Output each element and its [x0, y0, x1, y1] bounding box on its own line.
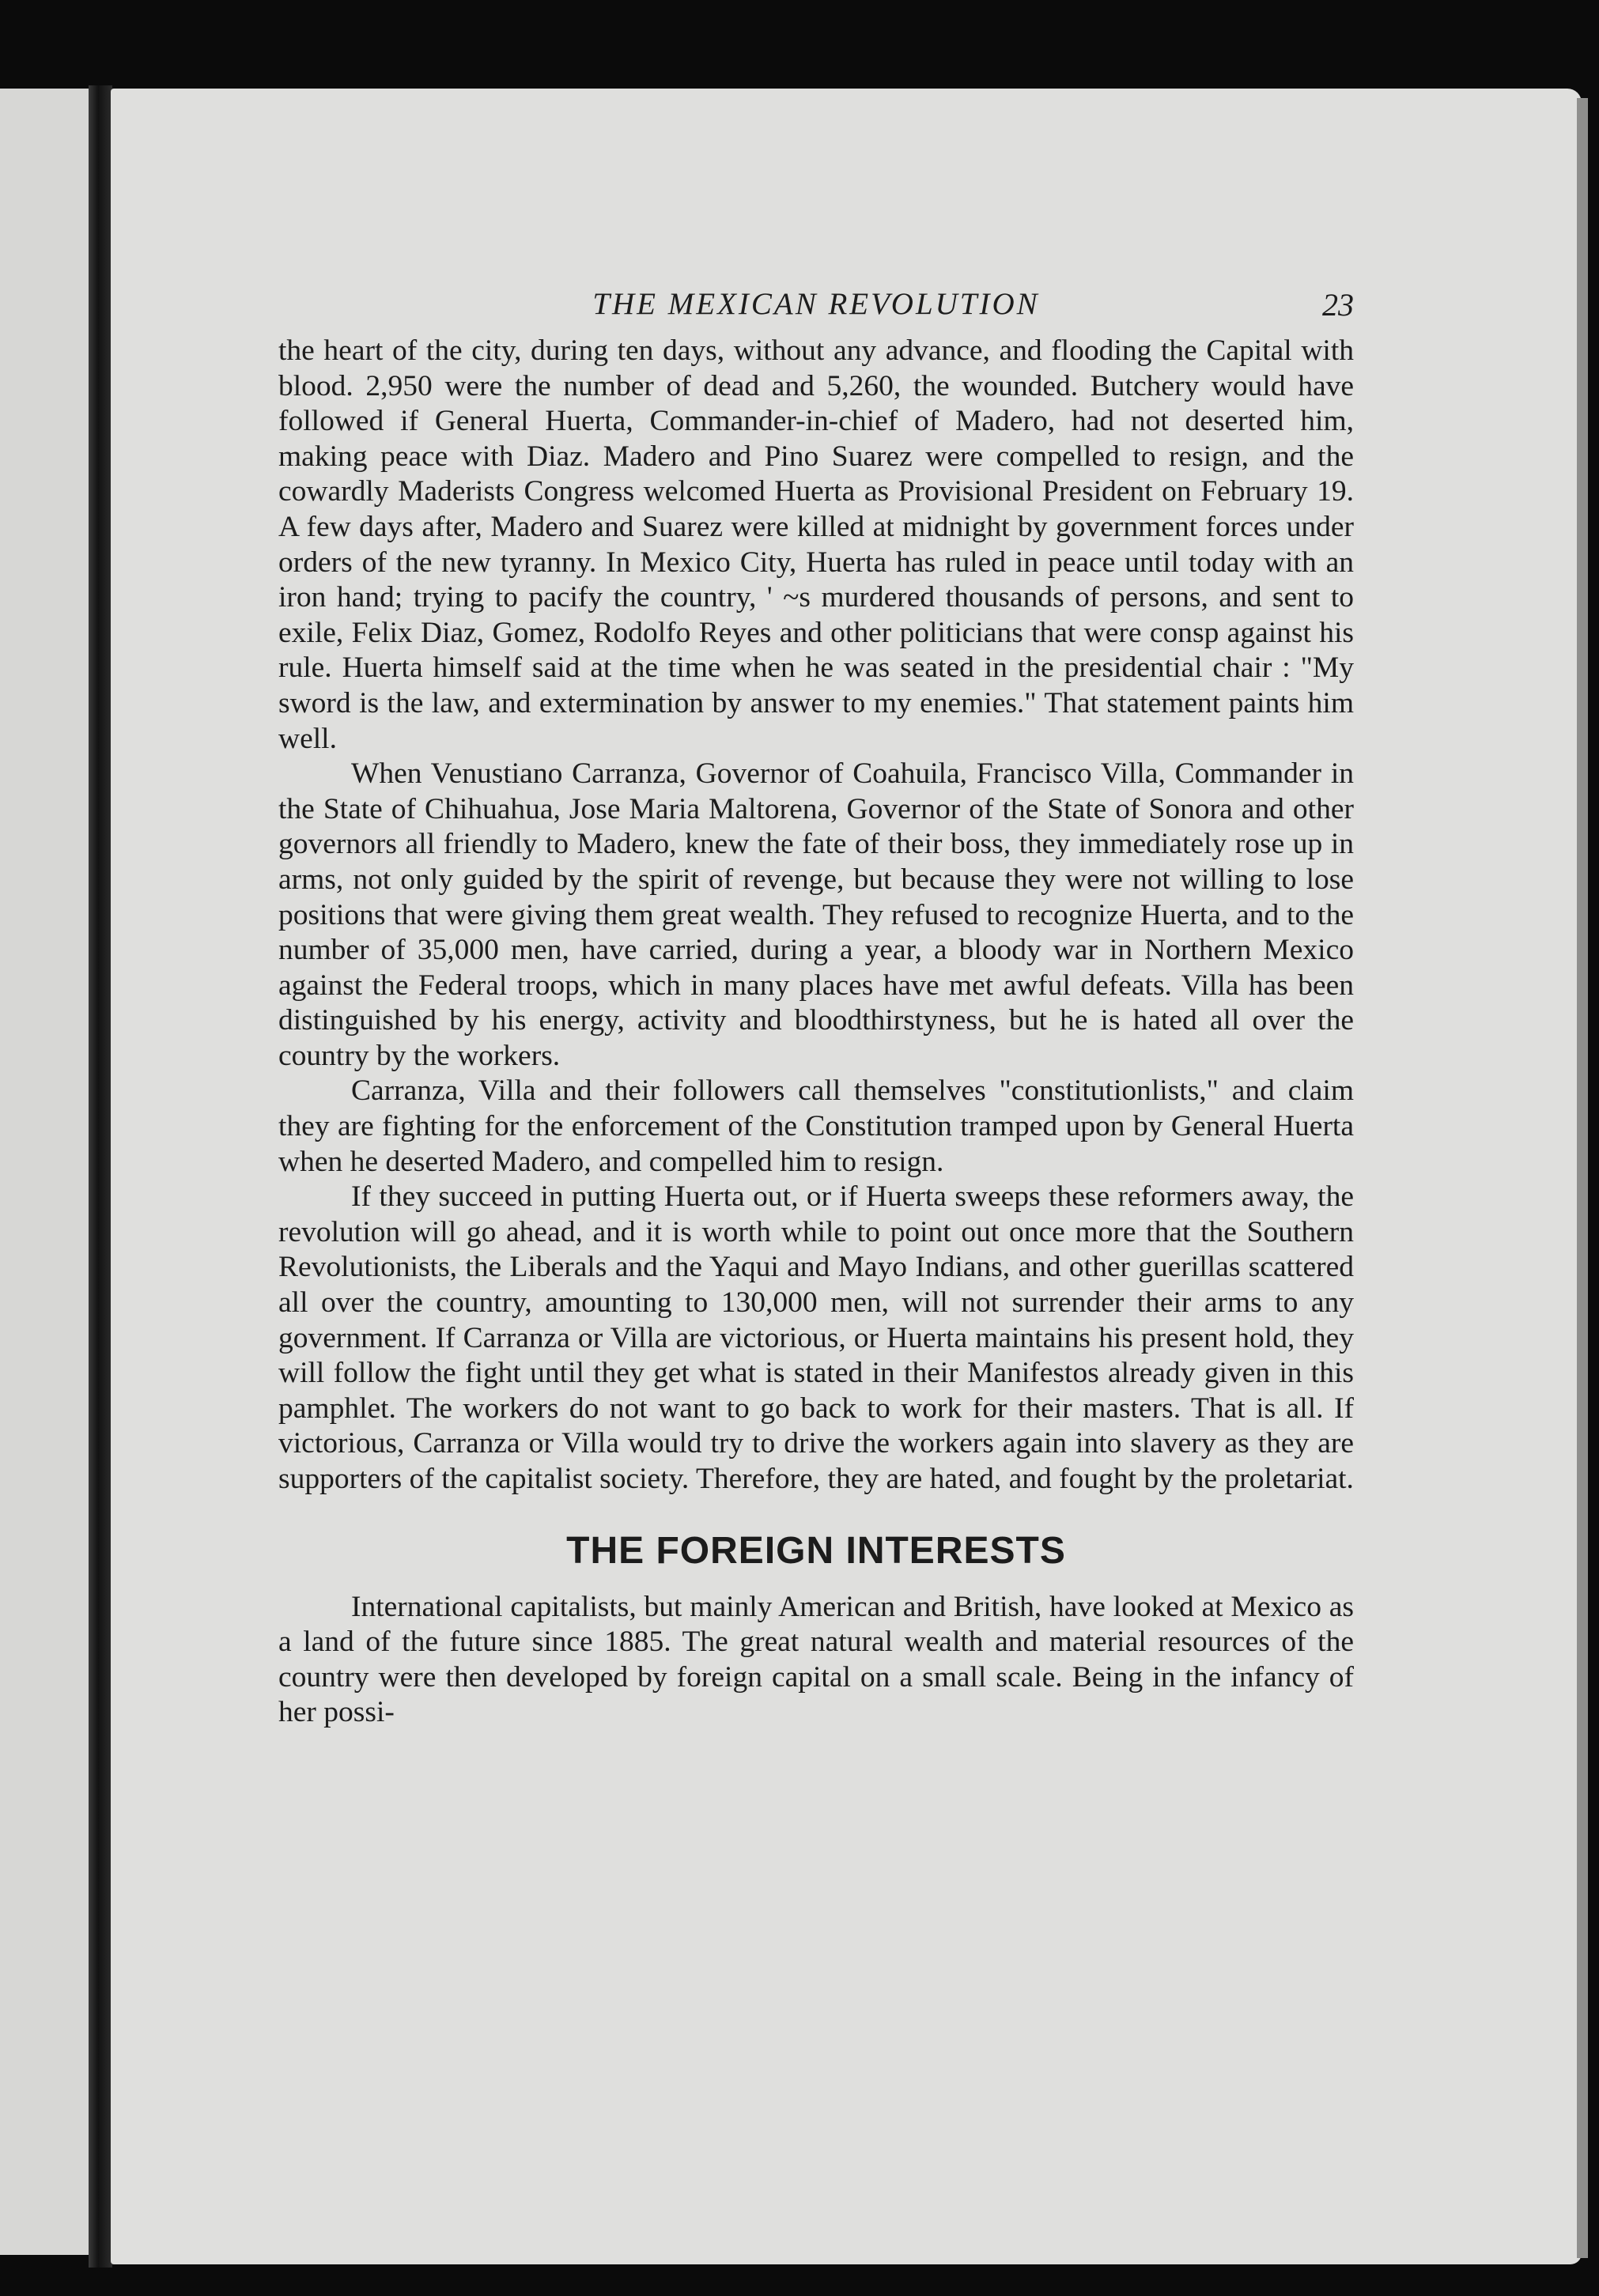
- paragraph-constitutionlists: Carranza, Villa and their followers call themselves "constitutionlists," and claim they are fighting for the enforcement of the Constitution tramped upon by General Huerta when he deserted Madero, and compelled him to resign.: [278, 1074, 1354, 1178]
- section-heading: THE FOREIGN INTERESTS: [566, 1529, 1066, 1572]
- paragraph-revolution-ahead: If they succeed in putting Huerta out, or if Huerta sweeps these reformers away, the revolution will go ahead, and it is worth while to point out once more that the Southern Revolutionists, the Liberals and the Yaqui and Mayo Indians, and other guerillas scattered all over the country, amounting to 130,000 men, will not surrender their arms to any government. If Carranza or Villa are victorious, or Huerta maintains his present hold, they will follow the fight until they get what is stated in their Manifestos already given in this pamphlet. The workers do not want to go back to work for their masters. That is all. If victorious, Carranza or Villa would try to drive the workers again into slavery as they are supporters of the capitalist society. Therefore, they are hated, and fought by the proletariat.: [278, 1180, 1354, 1495]
- paragraph-foreign-interests: International capitalists, but mainly American and British, have looked at Mexico as a land of the future since 1885. The great natural wealth and material resources of the country were then developed by foreign capital on a small scale. Being in the infancy of her possi-: [278, 1590, 1354, 1729]
- paragraph-huerta-rule: the heart of the city, during ten days, without any advance, and flooding the Capital with blood. 2,950 were the number of dead and 5,260, the wounded. Butchery would have followed if General Huerta, Commander-in-chief of Madero, had not deserted him, making peace with Diaz. Madero and Pino Suarez were compelled to resign, and the cowardly Maderists Congress welcomed Huerta as Provisional President on February 19. A few days after, Madero and Suarez were killed at midnight by government forces under orders of the new tyranny. In Mexico City, Huerta has ruled in peace until today with an iron hand; trying to pacify the country, ' ~s murdered thousands of persons, and sent to exile, Felix Diaz, Gomez, Rodolfo Reyes and other politicians that were consp against his rule. Huerta himself said at the time when he was seated in the presidential chair : "My sword is the law, and extermination by answer to my enemies." That statement paints him well.: [278, 334, 1354, 755]
- book-spine: [89, 85, 112, 2268]
- running-title: THE MEXICAN REVOLUTION: [592, 287, 1040, 321]
- running-head: [278, 286, 1354, 334]
- page-number: 23: [1322, 287, 1354, 323]
- page-text-block: [278, 286, 1354, 1731]
- paragraph-carranza-villa: When Venustiano Carranza, Governor of Coahuila, Francisco Villa, Commander in the State of Chihuahua, Jose Maria Maltorena, Governor of the State of Sonora and other governors all friendly to Madero, knew the fate of their boss, they immediately rose up in arms, not only guided by the spirit of revenge, but because they were not willing to lose positions that were giving them great wealth. They refused to recognize Huerta, and to the number of 35,000 men, have carried, during a year, a bloody war in Northern Mexico against the Federal troops, which in many places have met awful defeats. Villa has been distinguished by his energy, activity and bloodthirstyness, but he is hated all over the country by the workers.: [278, 757, 1354, 1072]
- page-edge-shadow: [1577, 98, 1588, 2258]
